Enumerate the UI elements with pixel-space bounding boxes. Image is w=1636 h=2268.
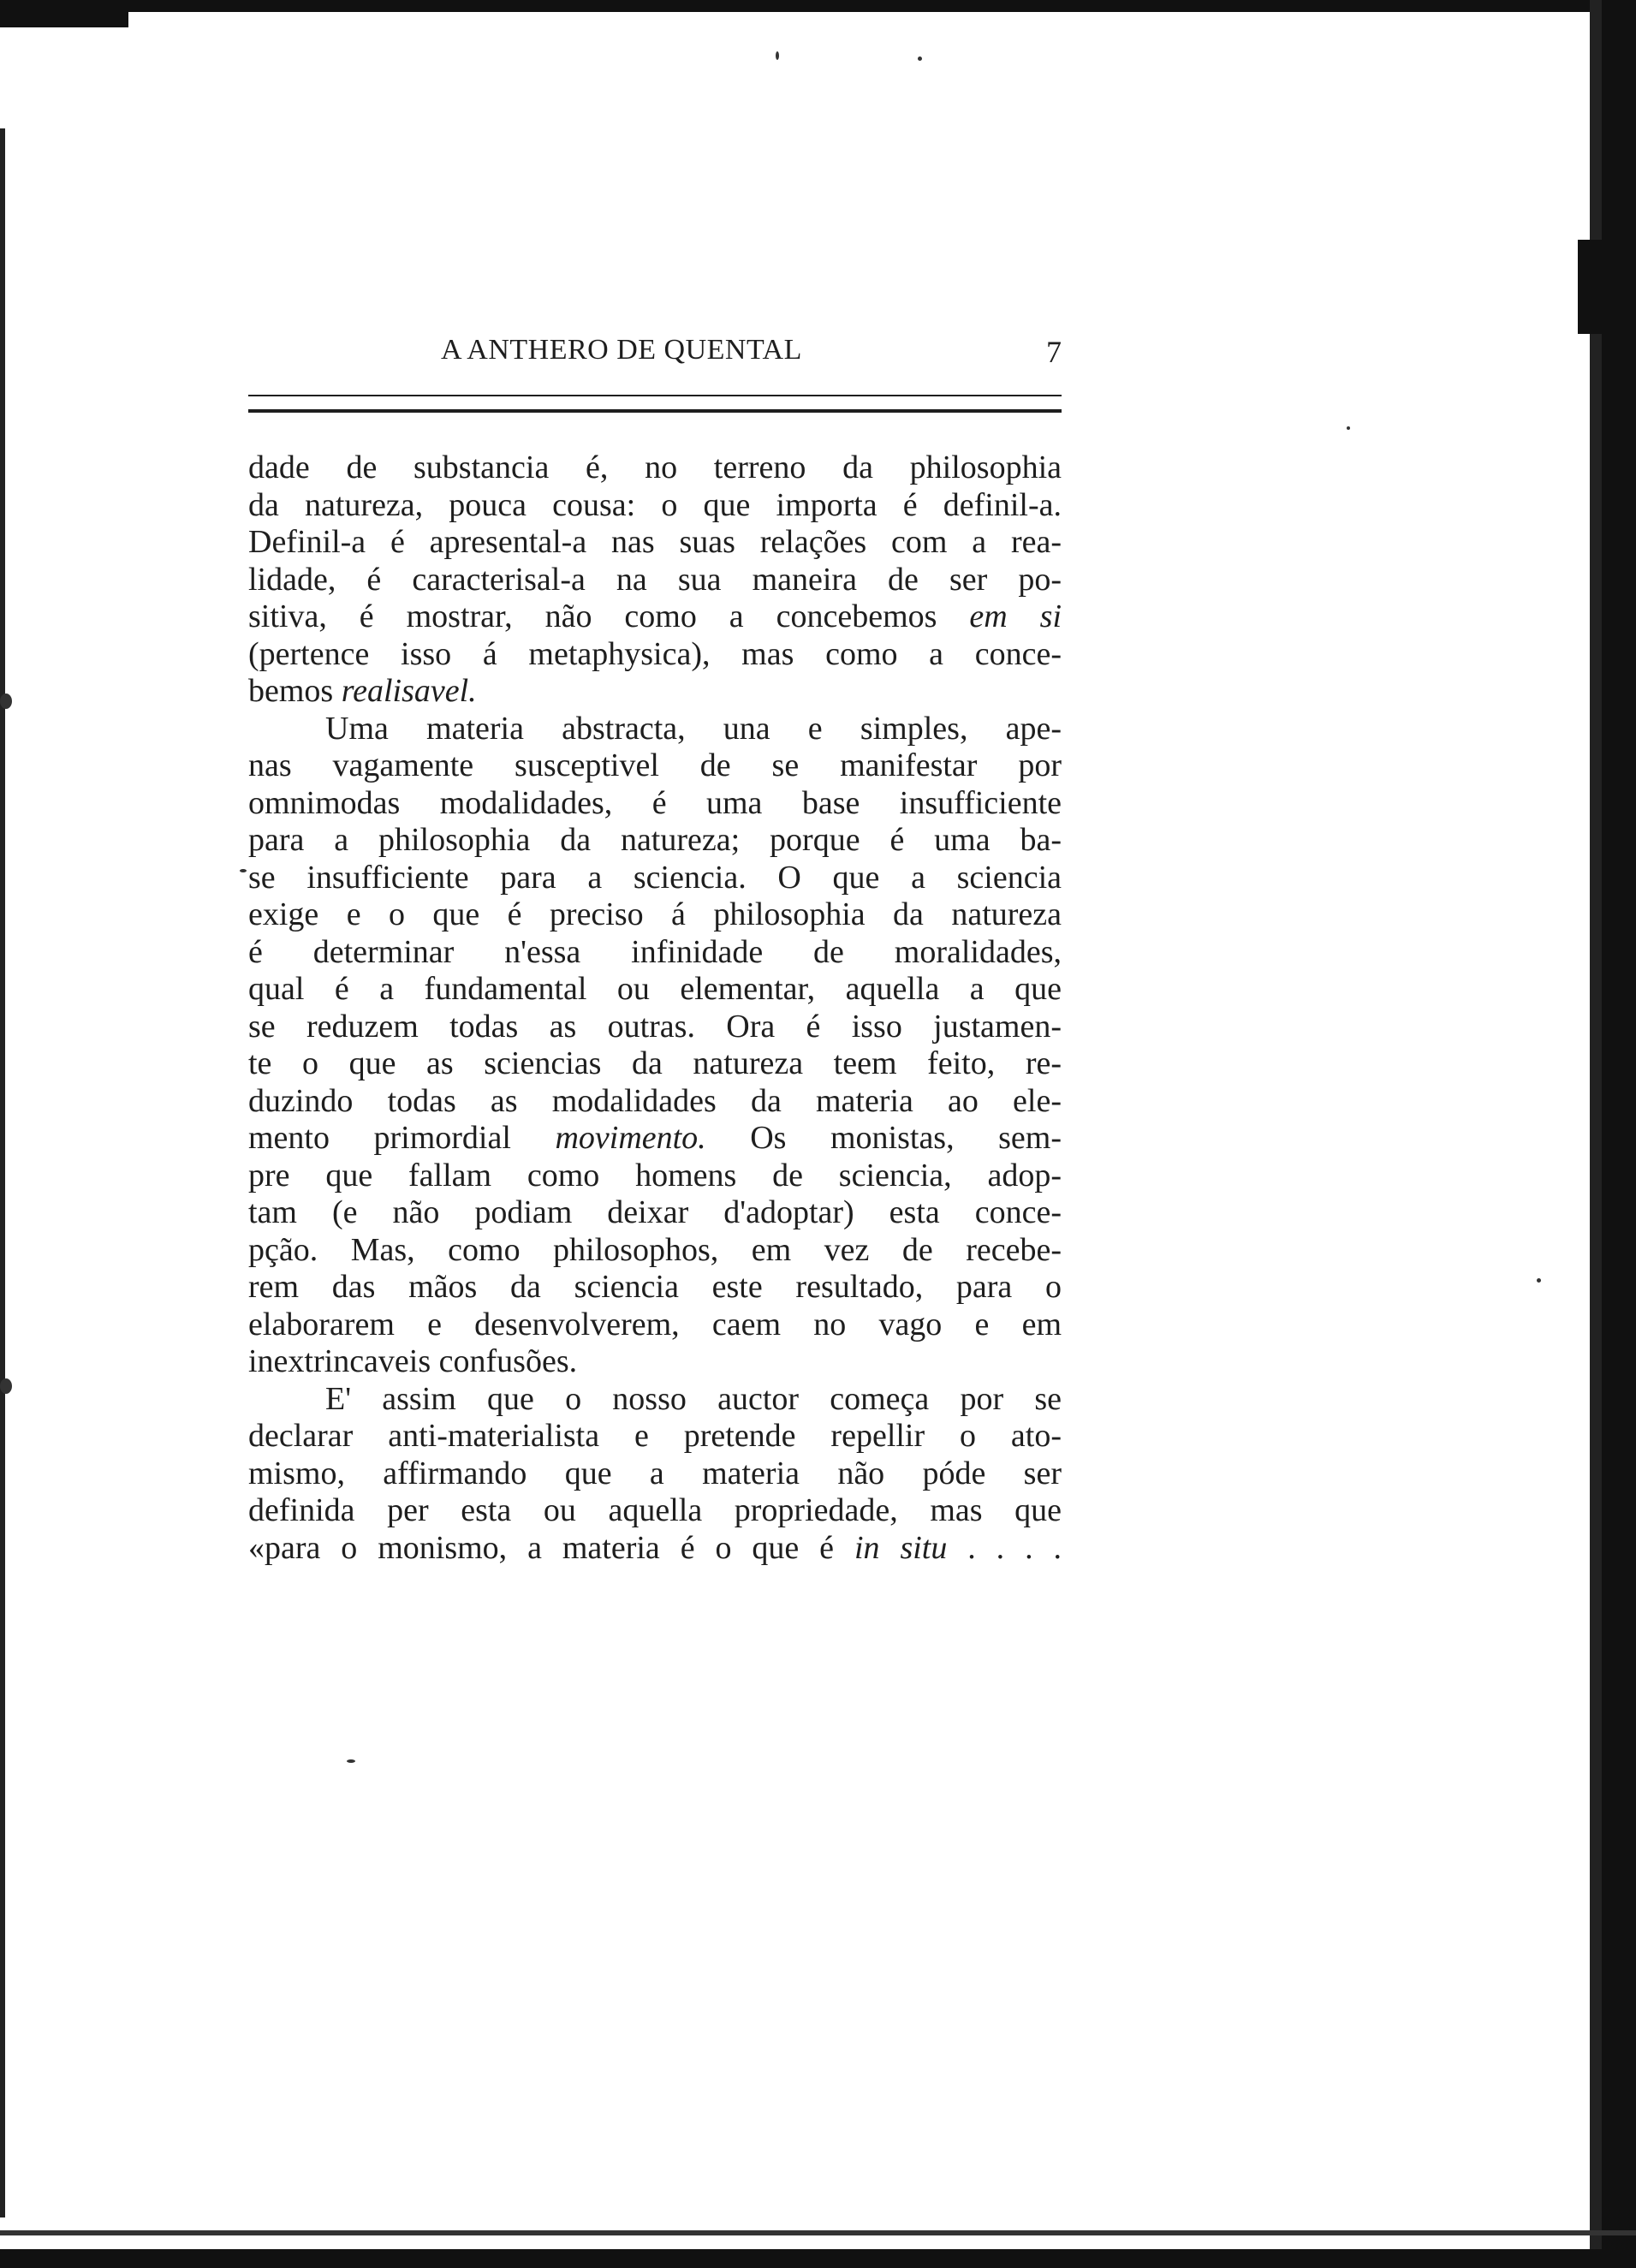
scan-border-corner: [0, 12, 128, 63]
text-line: se reduzem todas as outras. Ora é isso justamen-: [248, 1008, 1062, 1045]
text-line: (pertence isso á metaphysica), mas como a conce-: [248, 635, 1062, 672]
text-line: rem das mãos da sciencia este resultado, para o: [248, 1269, 1062, 1305]
text-line: duzindo todas as modalidades da materia ao ele-: [248, 1082, 1062, 1119]
text-line: pre que fallam como homens de sciencia, adop-: [248, 1157, 1062, 1194]
scan-speck: [0, 1378, 12, 1394]
text-line: tam (e não podiam deixar d'adoptar) esta conce-: [248, 1194, 1062, 1230]
text-run: mento primordial: [248, 1120, 556, 1156]
text-line: inextrincaveis confusões.: [248, 1343, 578, 1379]
text-line: declarar anti-materialista e pretende repellir o ato-: [248, 1418, 1062, 1454]
header-rule-thick: [248, 409, 1062, 413]
scan-speck: [1537, 1278, 1541, 1283]
italic-text: em si: [969, 598, 1062, 634]
scan-speck: [347, 1759, 355, 1763]
text-run: bemos: [248, 673, 342, 709]
text-line: Uma materia abstracta, una e simples, ape-: [325, 710, 1062, 747]
page-number: 7: [1046, 335, 1062, 369]
text-line: E' assim que o nosso auctor começa por se: [325, 1380, 1062, 1417]
italic-text: realisavel.: [341, 673, 477, 709]
text-line: [248, 1120, 1062, 1158]
text-line: para a philosophia da natureza; porque é uma ba-: [248, 822, 1062, 858]
text-run: «para o monismo, a materia é o que é: [248, 1529, 854, 1566]
italic-text: movimento.: [555, 1120, 706, 1156]
scan-speck: [240, 869, 247, 872]
text-line: qual é a fundamental ou elementar, aquella a que: [248, 971, 1062, 1007]
text-line: [248, 1530, 1062, 1568]
scan-border-bottom: [0, 2249, 1636, 2268]
text-line: nas vagamente susceptivel de se manifestar por: [248, 747, 1062, 783]
header-rule-thin: [248, 395, 1062, 396]
scan-border-right-inner: [1590, 0, 1602, 2268]
text-line: [248, 673, 1062, 711]
scan-speck: [776, 51, 779, 60]
italic-text: in situ: [854, 1529, 948, 1566]
scan-border-bottom-line: [0, 2230, 1636, 2235]
text-line: definida per esta ou aquella propriedade, mas que: [248, 1492, 1062, 1528]
text-line: dade de substancia é, no terreno da philosophia: [248, 449, 1062, 485]
text-run: . . . .: [947, 1529, 1062, 1566]
text-line: te o que as sciencias da natureza teem feito, re-: [248, 1045, 1062, 1081]
running-head: [248, 334, 1062, 368]
text-line: da natureza, pouca cousa: o que importa é definil-a.: [248, 486, 1062, 523]
text-line: Definil-a é apresental-a nas suas relações com a rea-: [248, 524, 1062, 560]
scan-border-top: [0, 0, 1636, 12]
text-line: elaborarem e desenvolverem, caem no vago e em: [248, 1306, 1062, 1342]
text-run: sitiva, é mostrar, não como a concebemos: [248, 598, 970, 634]
body-text: [248, 449, 1062, 1567]
scan-border-right: [1602, 0, 1636, 2268]
text-line: mismo, affirmando que a materia não póde ser: [248, 1455, 1062, 1491]
scan-ink-blot: [1578, 240, 1602, 334]
text-line: pção. Mas, como philosophos, em vez de recebe-: [248, 1231, 1062, 1268]
scan-speck: [0, 693, 12, 709]
text-line: se insufficiente para a sciencia. O que a sciencia: [248, 859, 1062, 896]
text-line: exige e o que é preciso á philosophia da natureza: [248, 896, 1062, 932]
scan-speck: [1347, 426, 1350, 430]
text-line: omnimodas modalidades, é uma base insufficiente: [248, 784, 1062, 821]
text-line: é determinar n'essa infinidade de moralidades,: [248, 933, 1062, 970]
scan-border-left: [0, 128, 5, 2217]
text-line: [248, 598, 1062, 636]
running-title: A ANTHERO DE QUENTAL: [441, 334, 802, 366]
text-run: Os monistas, sem-: [705, 1120, 1062, 1156]
scan-speck: [918, 57, 922, 61]
text-line: lidade, é caracterisal-a na sua maneira de ser po-: [248, 561, 1062, 598]
